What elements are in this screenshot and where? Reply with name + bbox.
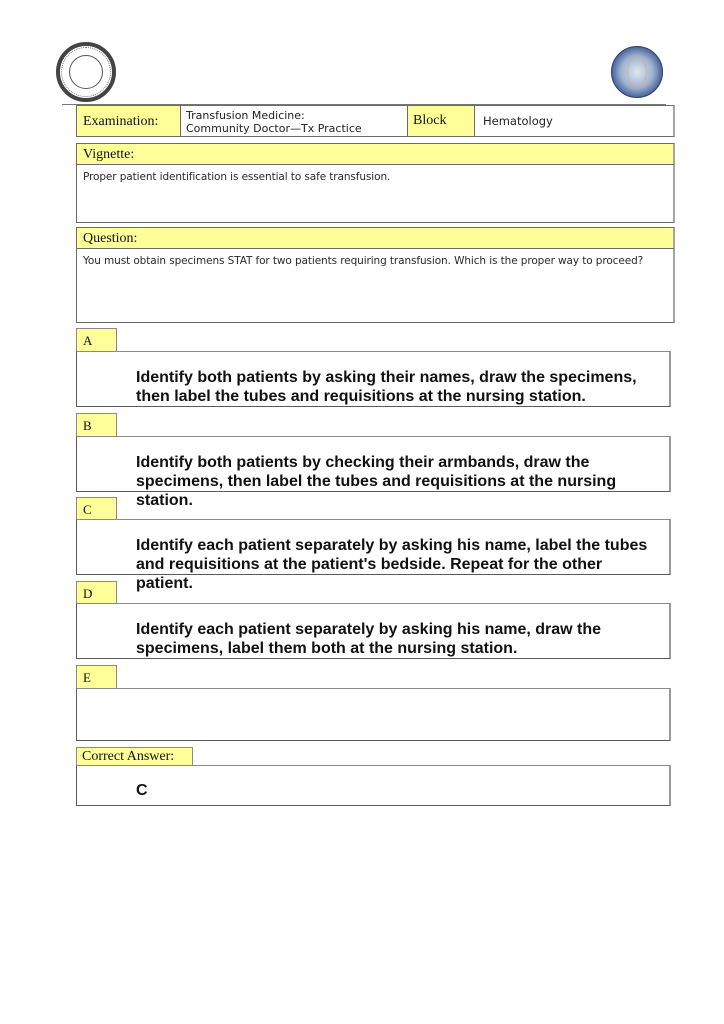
option-c-body[interactable] (76, 519, 671, 592)
society-logo (611, 46, 663, 98)
question-text: You must obtain specimens STAT for two patients requiring transfusion. Which is the proper way to proceed? (83, 255, 644, 267)
option-letter: A (83, 333, 93, 348)
correct-answer-value: C (136, 782, 148, 799)
block-value-cell (475, 106, 673, 136)
vitruvian-figure-icon (627, 57, 647, 87)
option-text: Identify each patient separately by asking his name, label the tubes and requisitions at the patient's bedside. Repeat for the other patient. (136, 537, 648, 592)
seal-emblem-icon (69, 55, 103, 89)
vignette-text: Proper patient identification is essential to safe transfusion. (83, 171, 391, 183)
examination-value-cell (181, 106, 407, 136)
correct-answer-tab (76, 747, 193, 766)
option-a-tab[interactable] (76, 328, 117, 351)
block-label-cell (408, 106, 474, 136)
vignette-body (76, 165, 675, 223)
option-text: Identify both patients by checking their armbands, draw the specimens, then label the tubes and requisitions at the nursing station. (136, 454, 617, 509)
option-letter: E (83, 670, 91, 685)
examination-title-line2: Community Doctor—Tx Practice (186, 122, 362, 135)
examination-label: Examination: (83, 114, 159, 129)
option-letter: B (83, 418, 92, 433)
option-letter: D (83, 586, 93, 601)
block-value: Hematology (483, 114, 553, 128)
option-text: Identify each patient separately by asking his name, draw the specimens, label them both at the nursing station. (136, 621, 602, 657)
block-label: Block (413, 113, 447, 128)
option-c-tab[interactable] (76, 497, 117, 520)
question-label-text: Question: (83, 231, 138, 246)
option-e-body[interactable] (76, 688, 671, 741)
question-body (76, 249, 675, 323)
examination-title-line1: Transfusion Medicine: (186, 109, 305, 122)
vignette-label-text: Vignette: (83, 147, 135, 162)
exam-header-table (76, 105, 675, 137)
option-b-tab[interactable] (76, 413, 117, 436)
question-label (76, 227, 675, 249)
option-text: Identify both patients by asking their names, draw the specimens, then label the tubes and requisitions at the nursing station. (136, 369, 637, 405)
option-b-body[interactable] (76, 436, 671, 509)
correct-answer-body (76, 765, 671, 806)
vignette-label (76, 143, 675, 165)
examination-label-cell (77, 106, 180, 136)
university-seal-logo (56, 42, 116, 102)
option-letter: C (83, 502, 92, 517)
option-d-tab[interactable] (76, 581, 117, 604)
correct-answer-label: Correct Answer: (82, 749, 175, 764)
option-a-body[interactable] (76, 351, 671, 407)
option-e-tab[interactable] (76, 665, 117, 688)
option-d-body[interactable] (76, 603, 671, 659)
